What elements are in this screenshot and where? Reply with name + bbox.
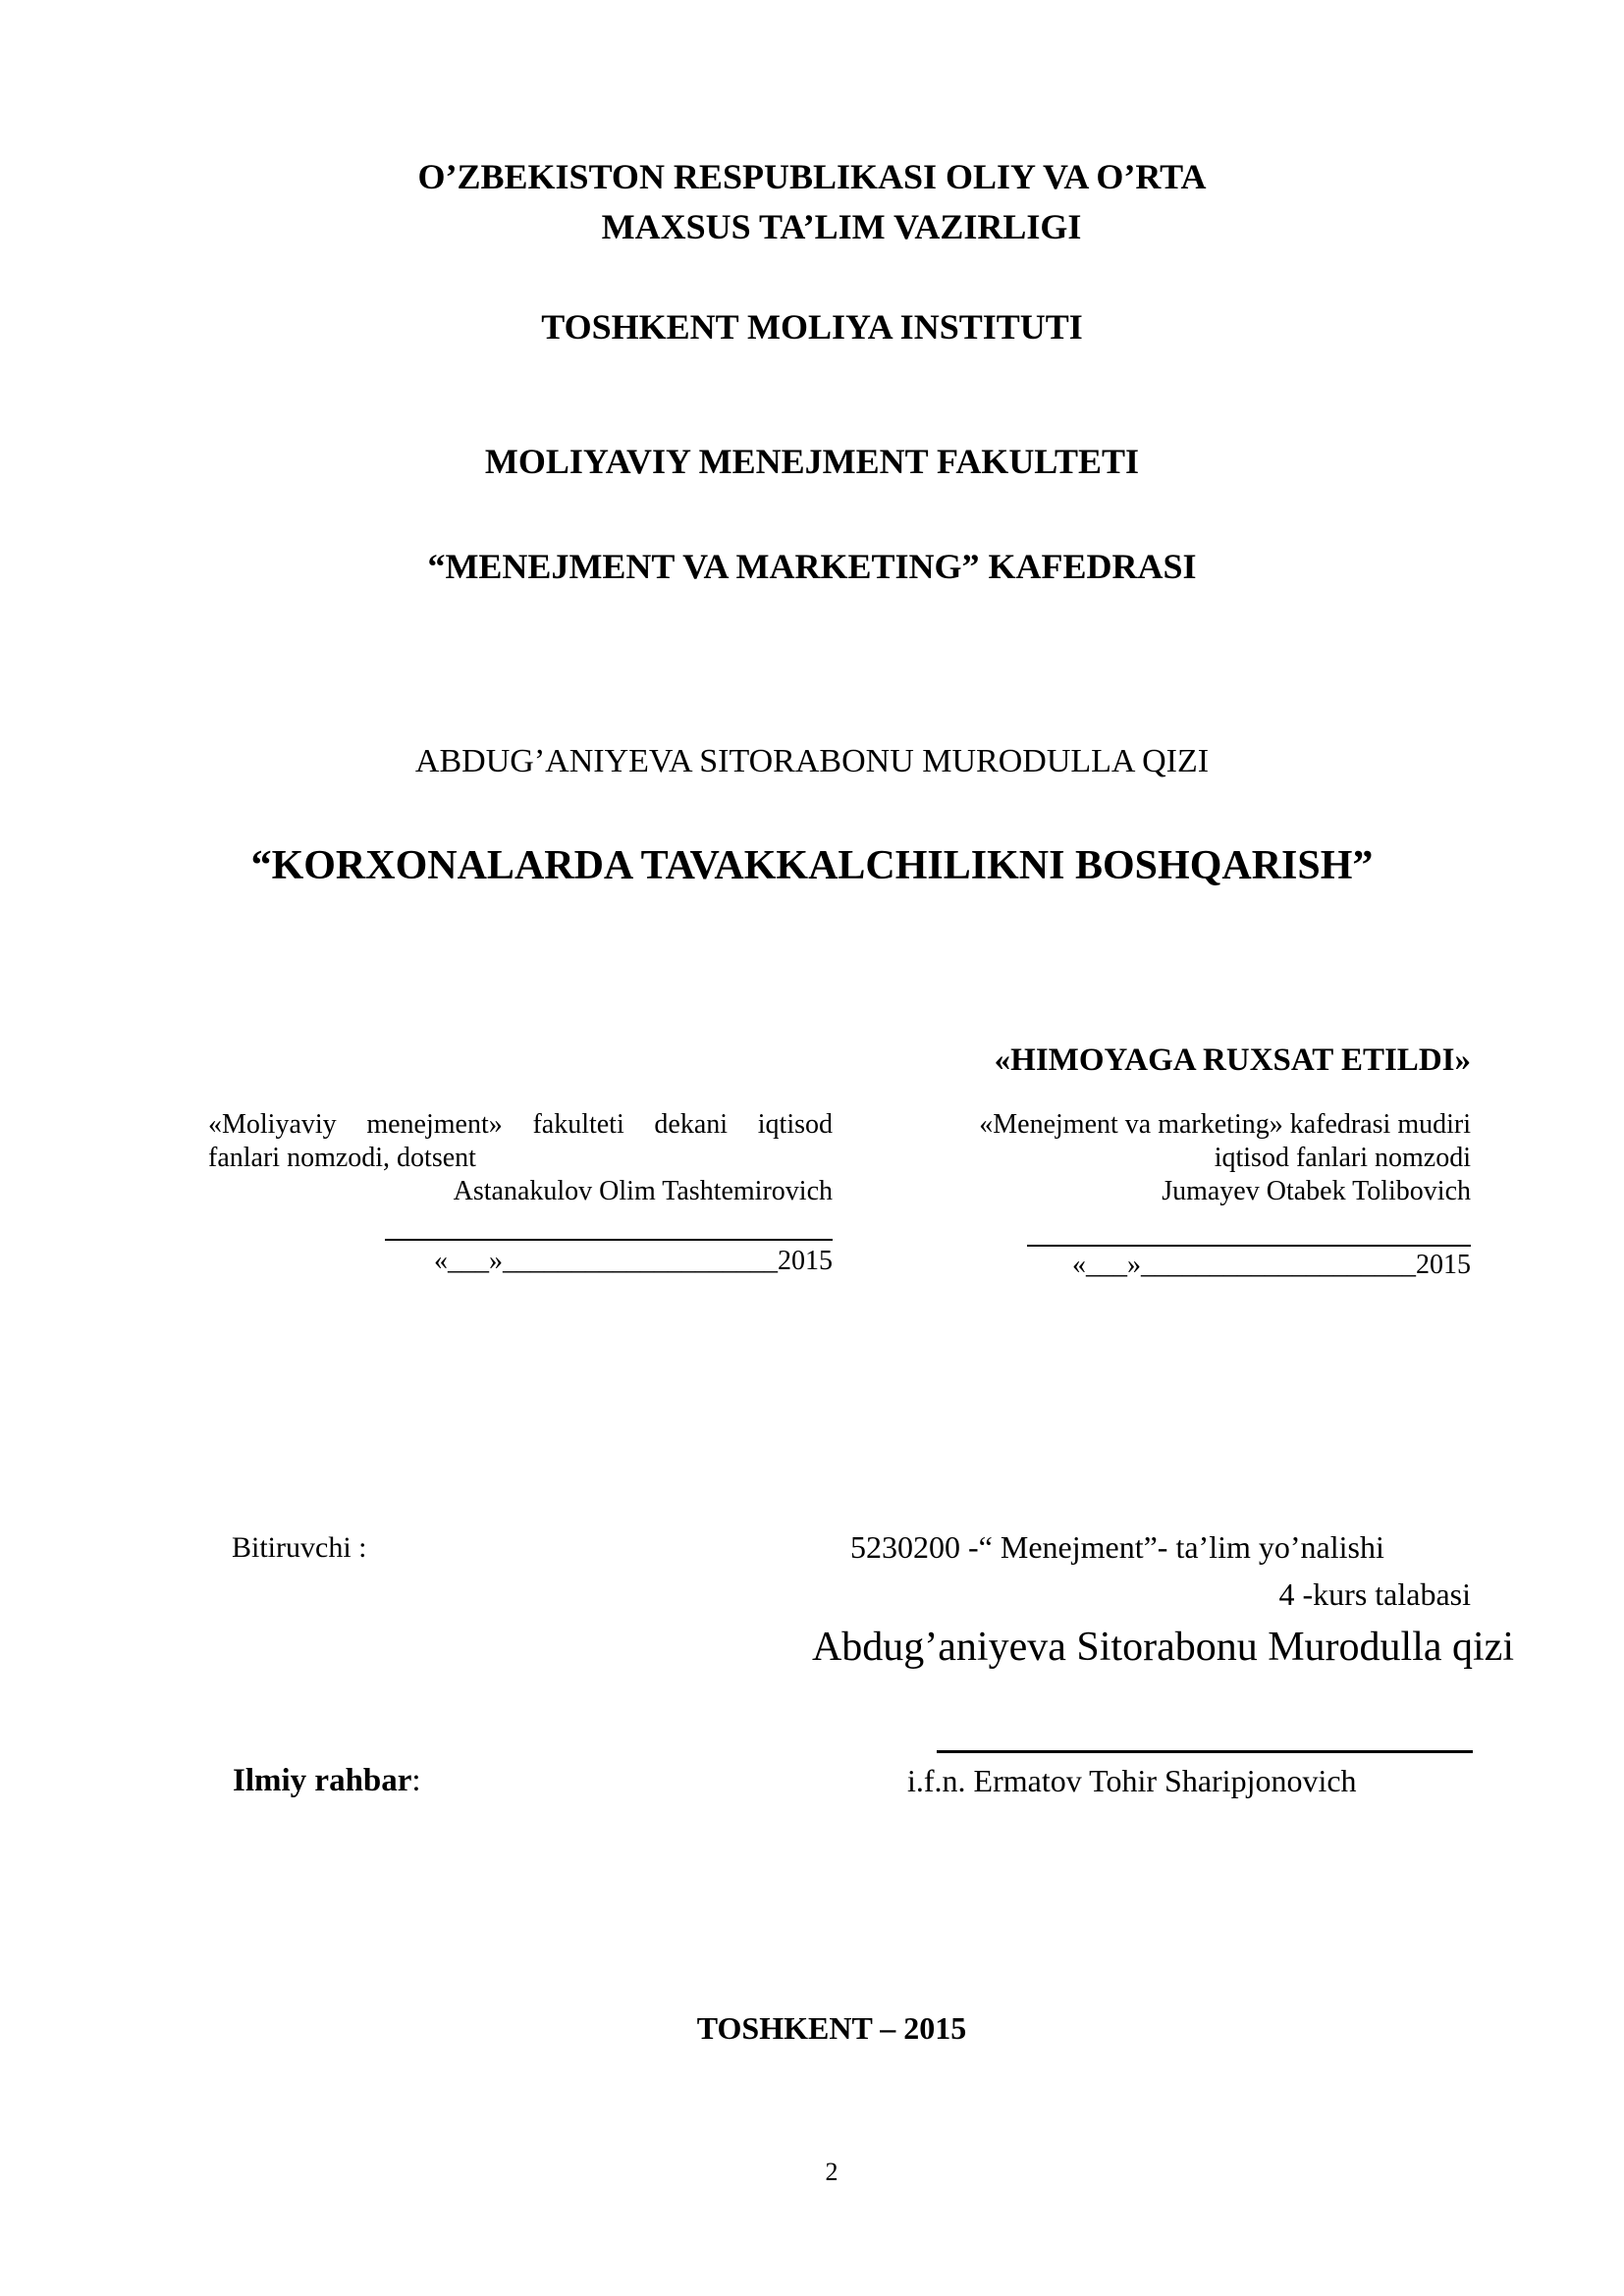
dean-title-line-2: fanlari nomzodi, dotsent: [208, 1143, 476, 1173]
dean-signature-line: [385, 1239, 833, 1241]
head-title-line-1: «Menejment va marketing» kafedrasi mudiri: [979, 1109, 1471, 1140]
supervisor-label-text: Ilmiy rahbar: [233, 1763, 412, 1798]
author-name: ABDUG’ANIYEVA SITORABONU MURODULLA QIZI: [414, 743, 1210, 779]
page-number: 2: [825, 2158, 839, 2186]
head-name: Jumayev Otabek Tolibovich: [1162, 1176, 1471, 1206]
city-year: TOSHKENT – 2015: [696, 2010, 967, 2046]
supervisor-label: [233, 1763, 421, 1799]
head-signature-line: [1027, 1245, 1471, 1247]
head-signature-date: «___»____________________2015: [1072, 1250, 1471, 1280]
approval-heading: «HIMOYAGA RUXSAT ETILDI»: [994, 1042, 1471, 1078]
supervisor-name: i.f.n. Ermatov Tohir Sharipjonovich: [907, 1763, 1357, 1798]
dean-name: Astanakulov Olim Tashtemirovich: [453, 1176, 833, 1206]
ministry-line-2: MAXSUS TA’LIM VAZIRLIGI: [601, 207, 1082, 246]
faculty-name: MOLIYAVIY MENEJMENT FAKULTETI: [484, 442, 1140, 481]
ministry-line-1: O’ZBEKISTON RESPUBLIKASI OLIY VA O’RTA: [417, 157, 1207, 196]
graduate-name: Abdug’aniyeva Sitorabonu Murodulla qizi: [811, 1625, 1514, 1670]
dean-approval-block: [208, 1108, 833, 1208]
dean-title-line-1: «Moliyaviy menejment» fakulteti dekani iqtisod: [208, 1109, 833, 1140]
supervisor-label-colon: :: [411, 1763, 421, 1798]
thesis-title: “KORXONALARDA TAVAKKALCHILIKNI BOSHQARISH”: [250, 843, 1374, 888]
graduate-label: Bitiruvchi :: [232, 1531, 367, 1564]
graduate-course: 4 -kurs talabasi: [1278, 1576, 1471, 1612]
department-name: “MENEJMENT VA MARKETING” KAFEDRASI: [427, 547, 1197, 586]
head-title-line-2: iqtisod fanlari nomzodi: [1214, 1143, 1471, 1173]
institute-name: TOSHKENT MOLIYA INSTITUTI: [541, 307, 1083, 347]
graduate-program: 5230200 -“ Menejment”- ta’lim yo’nalishi: [850, 1529, 1384, 1565]
head-approval-block: [882, 1108, 1471, 1208]
dean-signature-date: «___»____________________2015: [434, 1246, 833, 1276]
supervisor-signature-line: [937, 1750, 1473, 1753]
